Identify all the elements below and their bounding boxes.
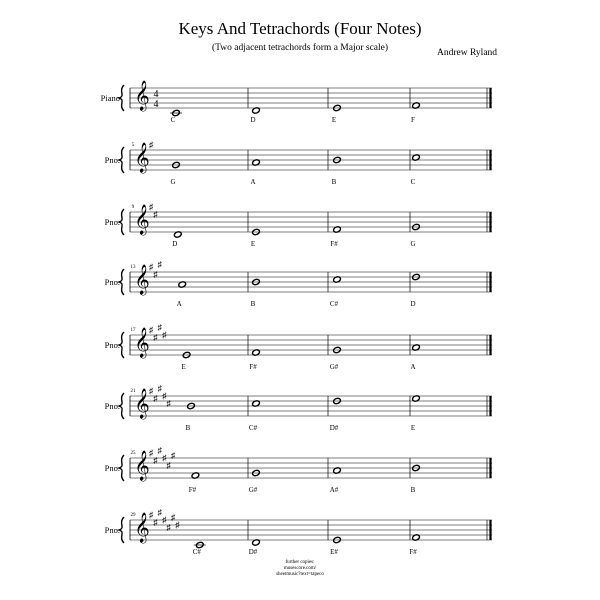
- staff-system: [105, 322, 492, 371]
- note-label: G: [170, 178, 176, 186]
- key-sharp-icon: ♯: [162, 329, 167, 340]
- key-sharp-icon: ♯: [166, 522, 171, 533]
- note-label: E: [250, 240, 256, 248]
- measure-number: 29: [130, 513, 136, 518]
- note-label: F#: [188, 486, 197, 494]
- note-label: C: [410, 178, 416, 186]
- staff-system: [105, 383, 492, 432]
- key-sharp-icon: ♯: [148, 324, 154, 335]
- key-sharp-icon: ♯: [170, 512, 176, 523]
- staff-system: [105, 507, 492, 556]
- key-sharp-icon: ♯: [157, 445, 162, 456]
- instrument-label: Pno.: [104, 463, 120, 473]
- treble-clef-icon: 𝄞: [134, 451, 150, 480]
- note-label: G#: [248, 486, 258, 494]
- staff-system: [105, 140, 492, 186]
- treble-clef-icon: 𝄞: [134, 328, 150, 357]
- note-label: E: [331, 116, 337, 124]
- treble-clef-icon: 𝄞: [134, 265, 150, 294]
- instrument-label: Pno.: [104, 525, 120, 535]
- note-label: C#: [329, 300, 339, 308]
- measure-number: 21: [130, 389, 136, 394]
- note-label: B: [331, 178, 337, 186]
- instrument-label: Pno.: [104, 340, 120, 350]
- key-sharp-icon: ♯: [157, 322, 162, 333]
- key-sharp-icon: ♯: [148, 201, 154, 212]
- key-sharp-icon: ♯: [157, 383, 162, 394]
- key-sharp-icon: ♯: [153, 332, 158, 343]
- treble-clef-icon: 𝄞: [134, 389, 150, 418]
- note-label: A#: [329, 486, 339, 494]
- note-label: A: [250, 178, 256, 186]
- treble-clef-icon: 𝄞: [134, 81, 150, 110]
- note-label: G#: [329, 363, 339, 371]
- instrument-label: Pno.: [104, 277, 120, 287]
- note-label: E#: [330, 548, 338, 556]
- key-sharp-icon: ♯: [157, 507, 162, 518]
- note-label: D: [410, 300, 416, 308]
- note-label: D: [172, 240, 178, 248]
- time-signature-bottom: 4: [153, 99, 159, 110]
- key-sharp-icon: ♯: [148, 139, 154, 150]
- key-sharp-icon: ♯: [153, 517, 158, 528]
- instrument-label: Piano: [100, 93, 120, 103]
- key-sharp-icon: ♯: [148, 261, 154, 272]
- note-label: A: [410, 363, 416, 371]
- note-label: E: [181, 363, 186, 371]
- note-label: D#: [248, 548, 258, 556]
- note-label: A: [176, 300, 182, 308]
- footer-line: further copies:: [285, 560, 315, 565]
- key-sharp-icon: ♯: [175, 519, 180, 530]
- note-label: D: [250, 116, 256, 124]
- key-sharp-icon: ♯: [170, 450, 176, 461]
- key-sharp-icon: ♯: [153, 269, 158, 280]
- measure-number: 17: [130, 328, 136, 333]
- key-sharp-icon: ♯: [162, 452, 167, 463]
- key-sharp-icon: ♯: [162, 514, 167, 525]
- note-label: G: [410, 240, 416, 248]
- key-sharp-icon: ♯: [153, 209, 158, 220]
- key-sharp-icon: ♯: [148, 385, 154, 396]
- note-label: C#: [248, 424, 258, 432]
- key-sharp-icon: ♯: [148, 447, 154, 458]
- treble-clef-icon: 𝄞: [134, 143, 150, 172]
- measure-number: 13: [130, 265, 136, 270]
- measure-number: 9: [131, 205, 135, 210]
- footer-line: musescore.com/: [283, 566, 317, 571]
- instrument-label: Pno.: [104, 217, 120, 227]
- key-sharp-icon: ♯: [148, 509, 154, 520]
- key-sharp-icon: ♯: [162, 390, 167, 401]
- note-label: C#: [192, 548, 201, 556]
- measure-number: 25: [130, 451, 136, 456]
- treble-clef-icon: 𝄞: [134, 513, 150, 542]
- footer-note: [0, 560, 600, 578]
- note-label: B: [250, 300, 256, 308]
- note-label: F: [411, 116, 415, 124]
- key-sharp-icon: ♯: [166, 398, 171, 409]
- note-label: B: [185, 424, 191, 432]
- note-label: F#: [249, 363, 257, 371]
- staff-system: [101, 80, 492, 124]
- staff-system: [105, 445, 492, 494]
- score-subtitle: (Two adjacent tetrachords form a Major scale): [211, 43, 389, 53]
- score-title: Keys And Tetrachords (Four Notes): [178, 19, 422, 38]
- staff-system: [105, 259, 492, 308]
- note-label: C: [170, 116, 176, 124]
- key-sharp-icon: ♯: [166, 460, 171, 471]
- note-label: B: [410, 486, 416, 494]
- time-signature-top: 4: [153, 89, 159, 100]
- note-label: F#: [330, 240, 338, 248]
- key-sharp-icon: ♯: [153, 393, 158, 404]
- treble-clef-icon: 𝄞: [134, 205, 150, 234]
- note-label: F#: [409, 548, 417, 556]
- note-label: D#: [329, 424, 339, 432]
- composer-name: Andrew Ryland: [437, 48, 498, 58]
- instrument-label: Pno.: [104, 155, 120, 165]
- measure-number: 5: [131, 143, 135, 148]
- instrument-label: Pno.: [104, 401, 120, 411]
- key-sharp-icon: ♯: [157, 259, 162, 270]
- footer-line: sheetmusic?text=tapeco: [276, 572, 324, 577]
- key-sharp-icon: ♯: [153, 455, 158, 466]
- staff-system: [105, 202, 492, 248]
- note-label: E: [410, 424, 416, 432]
